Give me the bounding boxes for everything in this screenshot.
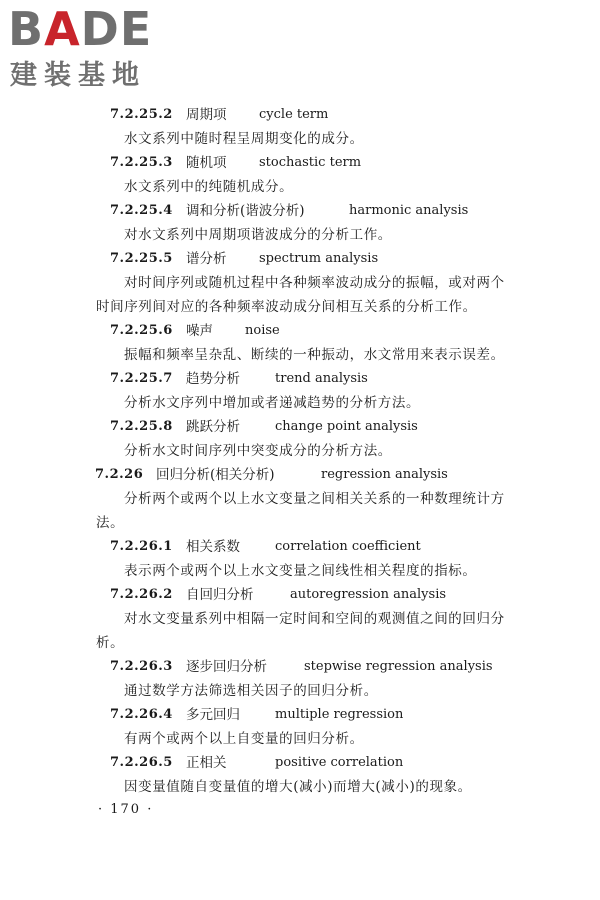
entry-description: 分析水文时间序列中突变成分的分析方法。 — [124, 443, 392, 459]
entry-heading — [0, 415, 600, 439]
entry-number: 7.2.25.5 — [110, 251, 173, 266]
entry-heading — [0, 655, 600, 679]
entry-term-en: regression analysis — [321, 467, 448, 482]
entry-term-en: correlation coefficient — [275, 539, 421, 554]
entry-number: 7.2.25.7 — [110, 371, 173, 386]
entry-term-en: change point analysis — [275, 419, 418, 434]
entry-term-cn: 趋势分析 — [186, 371, 240, 387]
document-body — [0, 103, 600, 799]
entry-description: 对水文变量系列中相隔一定时间和空间的观测值之间的回归分析。 — [96, 611, 505, 651]
entry-description: 通过数学方法筛选相关因子的回归分析。 — [124, 683, 378, 699]
entry-term-en: autoregression analysis — [290, 587, 447, 602]
entry-number: 7.2.26.5 — [110, 755, 173, 770]
entry-7-2-25-6 — [0, 319, 600, 367]
entry-description: 有两个或两个以上自变量的回归分析。 — [124, 731, 364, 747]
entry-description: 分析两个或两个以上水文变量之间相关关系的一种数理统计方法。 — [96, 491, 505, 531]
entry-heading — [0, 367, 600, 391]
entry-term-cn: 噪声 — [186, 323, 213, 339]
logo — [8, 4, 178, 96]
logo-chinese-text: 建装基地 — [10, 60, 146, 91]
entry-description: 因变量值随自变量值的增大(减小)而增大(减小)的现象。 — [124, 779, 472, 795]
entry-term-en: trend analysis — [275, 371, 368, 386]
entry-heading — [0, 703, 600, 727]
entry-term-cn: 谱分析 — [186, 251, 227, 267]
entry-number: 7.2.25.2 — [110, 107, 173, 122]
entry-term-cn: 正相关 — [186, 755, 227, 771]
entry-term-en: spectrum analysis — [259, 251, 379, 266]
entry-number: 7.2.25.3 — [110, 155, 173, 170]
entry-number: 7.2.26.2 — [110, 587, 173, 602]
entry-description: 分析水文序列中增加或者递减趋势的分析方法。 — [124, 395, 421, 411]
entry-number: 7.2.25.4 — [110, 203, 173, 218]
entry-number: 7.2.26.3 — [110, 659, 173, 674]
entry-term-cn: 调和分析(谐波分析) — [186, 203, 305, 219]
entry-term-en: harmonic analysis — [349, 203, 469, 218]
entry-term-cn: 逐步回归分析 — [186, 659, 267, 675]
entry-term-cn: 跳跃分析 — [186, 419, 240, 435]
entry-description: 对时间序列或随机过程中各种频率波动成分的振幅，或对两个时间序列间对应的各种频率波动成分间相互关系的分析工作。 — [96, 275, 505, 315]
entry-7-2-26-5 — [0, 751, 600, 799]
entry-7-2-26-2 — [0, 583, 600, 655]
entry-description: 水文系列中随时程呈周期变化的成分。 — [124, 131, 364, 147]
entry-7-2-26-3 — [0, 655, 600, 703]
entry-heading — [0, 535, 600, 559]
entry-number: 7.2.25.6 — [110, 323, 173, 338]
entry-number: 7.2.25.8 — [110, 419, 173, 434]
entry-7-2-26-1 — [0, 535, 600, 583]
entry-7-2-25-3 — [0, 151, 600, 199]
entry-7-2-25-5 — [0, 247, 600, 319]
entry-description: 振幅和频率呈杂乱、断续的一种振动，水文常用来表示误差。 — [124, 347, 505, 363]
entry-term-en: noise — [245, 323, 280, 338]
entry-term-cn: 回归分析(相关分析) — [156, 467, 275, 483]
entry-description: 水文系列中的纯随机成分。 — [124, 179, 294, 195]
entry-number: 7.2.26 — [95, 467, 144, 482]
entry-description: 表示两个或两个以上水文变量之间线性相关程度的指标。 — [124, 563, 477, 579]
entry-heading — [0, 199, 600, 223]
entry-term-cn: 相关系数 — [186, 539, 240, 555]
entry-number: 7.2.26.1 — [110, 539, 173, 554]
entry-term-cn: 周期项 — [186, 107, 227, 123]
entry-heading — [0, 247, 600, 271]
entry-7-2-26 — [0, 463, 600, 535]
entry-term-cn: 自回归分析 — [186, 587, 254, 603]
entry-term-cn: 随机项 — [186, 155, 227, 171]
entry-heading — [0, 583, 600, 607]
entry-heading — [0, 319, 600, 343]
entry-term-en: positive correlation — [275, 755, 404, 770]
entry-heading — [0, 463, 600, 487]
logo-wordmark: BADE — [8, 2, 153, 56]
entry-term-cn: 多元回归 — [186, 707, 240, 723]
entry-heading — [0, 751, 600, 775]
entry-term-en: stochastic term — [259, 155, 362, 170]
entry-heading — [0, 151, 600, 175]
entry-7-2-25-8 — [0, 415, 600, 463]
entry-7-2-25-2 — [0, 103, 600, 151]
entry-7-2-25-4 — [0, 199, 600, 247]
entry-7-2-26-4 — [0, 703, 600, 751]
entry-7-2-25-7 — [0, 367, 600, 415]
entry-term-en: stepwise regression analysis — [304, 659, 493, 674]
entry-term-en: multiple regression — [275, 707, 404, 722]
entry-number: 7.2.26.4 — [110, 707, 173, 722]
entry-term-en: cycle term — [259, 107, 329, 122]
entry-heading — [0, 103, 600, 127]
page-number: · 170 · — [98, 802, 154, 817]
entry-description: 对水文系列中周期项谐波成分的分析工作。 — [124, 227, 392, 243]
